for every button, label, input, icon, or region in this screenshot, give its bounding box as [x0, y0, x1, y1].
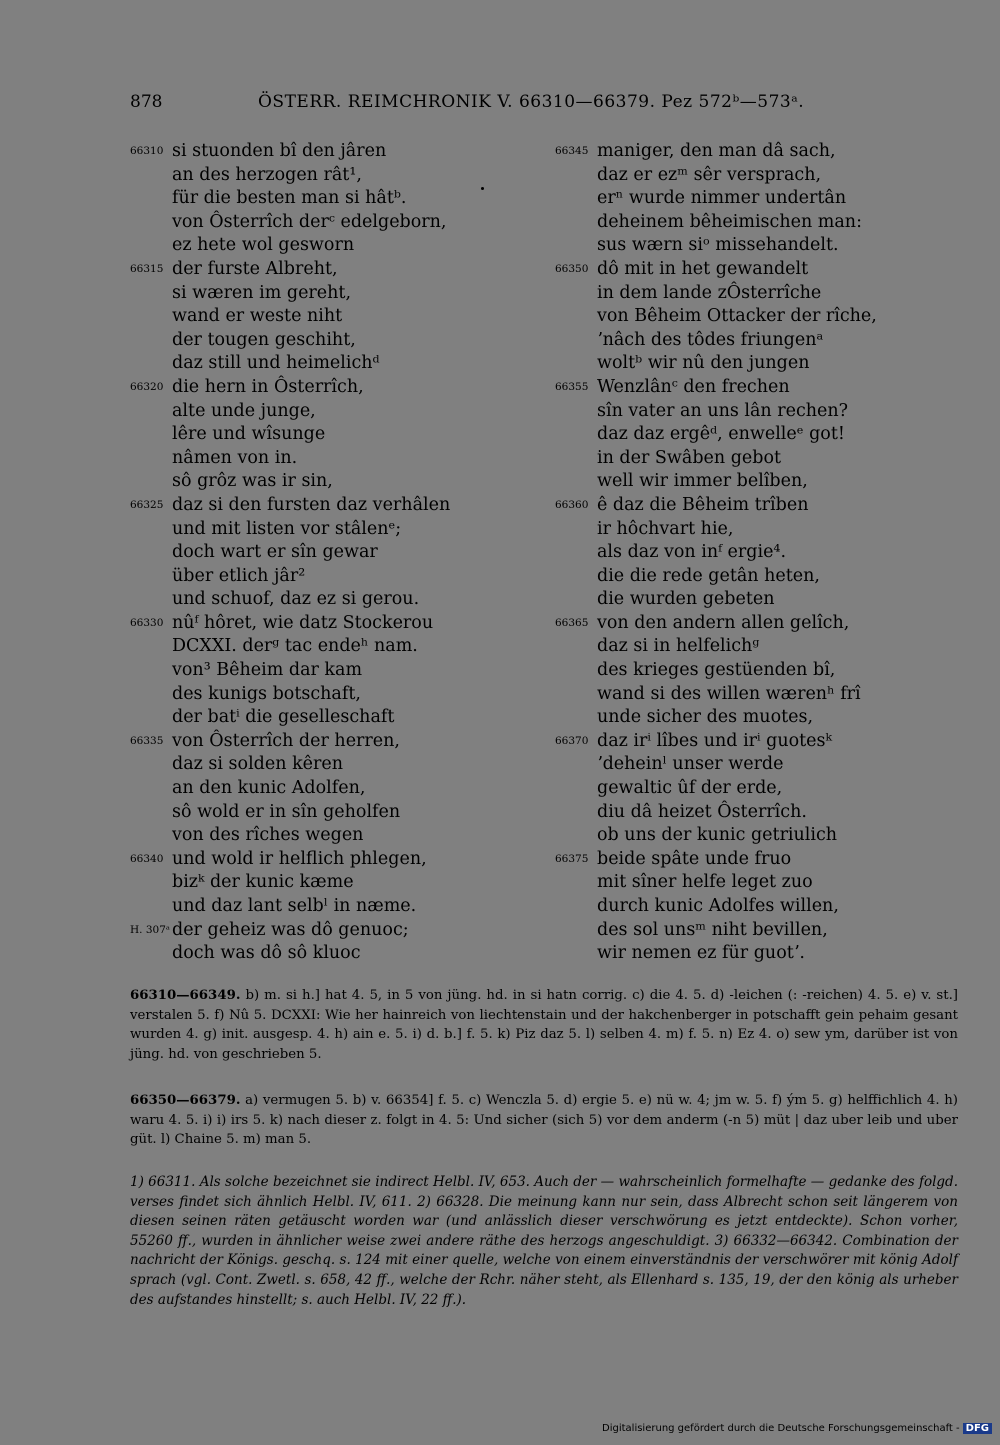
footnotes-text: 1) 66311. Als solche bezeichnet sie indirect Helbl. IV, 653. Auch der — wahrscheinlich formelhafte — gedanke des folgd. verses findet sich ähnlich Helbl. IV, 611. 2) 66328. Die meinung kann nur sein, dass Albrecht schon seit längerem von diesen seinen räten getäuscht worden war (und anlässlich dieser verschwörung es jetzt entdeckte). Schon vorher, 55260 ff., wurden in ähnlicher weise zwei andere räthe des herzogs angeschuldigt. 3) 66332—66342. Combination der nachricht der Königs. geschq. s. 124 mit einer quelle, welche von einem einverständnis der verschwörer mit könig Adolf sprach (vgl. Cont. Zwetl. s. 658, 42 ff., welche der Rchr. näher steht, als Ellenhard s. 135, 19, der den könig als urheber des aufstandes hinstellt; s. auch Helbl. IV, 22 ff.). — [130, 1174, 958, 1308]
verse-line — [555, 541, 975, 565]
verse-text: und mit listen vor stâlenᵉ; — [172, 518, 402, 539]
verse-line — [130, 305, 550, 329]
verse-text: des krieges gestüenden bî, — [597, 660, 836, 681]
verse-line — [130, 683, 550, 707]
verse-line — [555, 376, 975, 400]
verse-text: von Ôsterrîch der herren, — [172, 730, 400, 751]
verse-text: woltᵇ wir nû den jungen — [597, 353, 810, 374]
verse-line — [130, 329, 550, 353]
verse-line — [555, 258, 975, 282]
verse-text: die die rede getân heten, — [597, 565, 820, 586]
apparatus-range-label: 66350—66379. — [130, 1093, 241, 1108]
verse-text: lêre und wîsunge — [172, 424, 326, 445]
verse-line — [555, 919, 975, 943]
verse-line — [130, 588, 550, 612]
verse-text: unde sicher des muotes, — [597, 707, 814, 728]
dfg-logo: DFG — [963, 1423, 992, 1434]
verse-text: ez hete wol gesworn — [172, 235, 355, 256]
verse-line — [555, 352, 975, 376]
verse-line — [130, 612, 550, 636]
apparatus-text: a) vermugen 5. b) v. 66354] f. 5. c) Wenczla 5. d) ergie 5. e) nü w. 4; jm w. 5. f) ým 5. g) helffichlich 4. h) waru 4. 5. i) i) irs 5. k) nach dieser z. folgt in 4. 5: Und sicher (sich 5) vor dem anderm (-n 5) müt | daz uber leib und uber güt. l) Chaine 5. m) man 5. — [130, 1093, 958, 1147]
verse-line — [130, 187, 550, 211]
verse-line — [555, 282, 975, 306]
verse-text: ʼnâch des tôdes friungenᵃ — [597, 329, 824, 350]
verse-line — [555, 871, 975, 895]
verse-text: durch kunic Adolfes willen, — [597, 896, 839, 916]
credit-text: Digitalisierung gefördert durch die Deutsche Forschungsgemeinschaft - — [602, 1423, 960, 1434]
verse-text: wir nemen ez für guotʼ. — [597, 943, 805, 964]
verse-line — [555, 824, 975, 848]
verse-text: alte unde junge, — [172, 400, 316, 421]
verse-number: 66370 — [555, 734, 589, 747]
verse-text: daz er ezᵐ sêr versprach, — [597, 164, 822, 185]
funding-credit — [602, 1423, 992, 1434]
verse-line — [555, 706, 975, 730]
verse-text: der geheiz was dô genuoc; — [172, 919, 409, 940]
verse-number: 66325 — [130, 498, 164, 511]
verse-line — [555, 895, 975, 919]
verse-text: doch wart er sîn gewar — [172, 542, 378, 563]
verse-line — [555, 612, 975, 636]
verse-number: 66360 — [555, 498, 589, 511]
verse-text: DCXXI. derᵍ tac endeʰ nam. — [172, 636, 418, 657]
verse-line — [130, 565, 550, 589]
verse-text: die wurden gebeten — [597, 589, 775, 610]
verse-text: der batⁱ die geselleschaft — [172, 707, 395, 728]
apparatus-range-label: 66310—66349. — [130, 988, 241, 1003]
verse-line — [130, 376, 550, 400]
verse-line — [555, 494, 975, 518]
verse-text: daz still und heimelichᵈ — [172, 353, 380, 374]
verse-text: daz si den fursten daz verhâlen — [172, 494, 451, 515]
verse-line — [555, 447, 975, 471]
verse-line — [130, 801, 550, 825]
verse-text: der furste Albreht, — [172, 258, 338, 279]
verse-number: 66375 — [555, 852, 589, 865]
verse-text: an des herzogen rât¹, — [172, 164, 362, 185]
verse-text: nûᶠ hôret, wie datz Stockerou — [172, 612, 434, 633]
verse-line — [555, 329, 975, 353]
verse-line — [555, 305, 975, 329]
right-verse-column — [555, 140, 975, 966]
verse-text: daz daz ergêᵈ, enwelleᵉ got! — [597, 424, 845, 445]
verse-line — [555, 565, 975, 589]
verse-line — [555, 635, 975, 659]
verse-line — [130, 400, 550, 424]
verse-line — [555, 234, 975, 258]
verse-line — [130, 258, 550, 282]
verse-line — [555, 187, 975, 211]
verse-text: si wæren im gereht, — [172, 282, 352, 303]
page-number: 878 — [130, 92, 163, 112]
verse-line — [555, 164, 975, 188]
verse-line — [555, 588, 975, 612]
verse-line — [555, 848, 975, 872]
print-speck — [481, 187, 484, 190]
verse-line — [130, 942, 550, 966]
verse-line — [555, 753, 975, 777]
verse-line — [130, 518, 550, 542]
running-head: ÖSTERR. REIMCHRONIK V. 66310—66379. Pez 572ᵇ—573ᵃ. — [258, 92, 805, 112]
verse-text: mit sîner helfe leget zuo — [597, 872, 813, 893]
verse-text: und wold ir helflich phlegen, — [172, 848, 427, 869]
verse-line — [130, 282, 550, 306]
verse-number: 66350 — [555, 262, 589, 275]
verse-line — [130, 140, 550, 164]
verse-text: doch was dô sô kluoc — [172, 943, 361, 964]
verse-line — [555, 211, 975, 235]
verse-text: von³ Bêheim dar kam — [172, 660, 363, 681]
verse-text: daz irⁱ lîbes und irⁱ guotesᵏ — [597, 730, 832, 751]
verse-line — [130, 164, 550, 188]
verse-line — [130, 447, 550, 471]
verse-line — [130, 494, 550, 518]
verse-text: maniger, den man dâ sach, — [597, 141, 836, 161]
verse-text: in dem lande zÔsterrîche — [597, 282, 822, 303]
verse-line — [130, 824, 550, 848]
verse-number: 66345 — [555, 145, 589, 157]
apparatus-text: b) m. si h.] hat 4. 5, in 5 von jüng. hd. in si hatn corrig. c) die 4. 5. d) -leichen (: -reichen) 4. 5. e) v. st.] verstalen 5. f) Nû 5. DCXXI: Wie her hainreich von liechtenstain und der hakchenberger in potschafft gein pehaim gesant wurden 4. g) init. ausgesp. 4. h) ain e. 5. i) d. b.] f. 5. k) Piz daz 5. l) selben 4. m) f. 5. n) Ez 4. o) sew ym, darüber ist von jüng. hd. von geschrieben 5. — [130, 988, 958, 1062]
verse-line — [130, 470, 550, 494]
verse-line — [555, 400, 975, 424]
verse-text: an den kunic Adolfen, — [172, 778, 366, 799]
verse-text: der tougen geschiht, — [172, 329, 356, 350]
verse-text: ê daz die Bêheim trîben — [597, 494, 809, 515]
verse-text: wand er weste niht — [172, 306, 343, 327]
verse-line — [130, 423, 550, 447]
verse-text: ir hôchvart hie, — [597, 518, 734, 539]
verse-line — [130, 895, 550, 919]
verse-text: des sol unsᵐ niht bevillen, — [597, 919, 828, 940]
verse-line — [555, 942, 975, 966]
verse-number: 66330 — [130, 616, 164, 629]
verse-text: von Ôsterrîch derᶜ edelgeborn, — [172, 211, 447, 232]
verse-line — [130, 635, 550, 659]
verse-text: sus wærn siᵒ missehandelt. — [597, 235, 839, 256]
verse-text: dô mit in het gewandelt — [597, 258, 809, 279]
verse-number: H. 307ᵃ — [130, 923, 170, 936]
verse-text: Wenzlânᶜ den frechen — [597, 376, 790, 397]
page-header — [130, 92, 960, 120]
verse-number: 66365 — [555, 616, 589, 629]
verse-text: ʼdeheinˡ unser werde — [597, 754, 784, 775]
verse-line — [130, 753, 550, 777]
verse-text: als daz von inᶠ ergie⁴. — [597, 542, 787, 563]
verse-text: si stuonden bî den jâren — [172, 141, 387, 161]
verse-number: 66355 — [555, 380, 589, 393]
verse-line — [130, 871, 550, 895]
verse-text: wand si des willen wærenʰ frî — [597, 683, 861, 704]
footnotes — [130, 1173, 958, 1310]
verse-text: über etlich jâr² — [172, 565, 306, 586]
verse-line — [130, 352, 550, 376]
verse-line — [555, 423, 975, 447]
verse-line — [555, 470, 975, 494]
verse-number: 66310 — [130, 145, 164, 157]
verse-number: 66335 — [130, 734, 164, 747]
verse-text: sô wold er in sîn geholfen — [172, 801, 401, 822]
verse-text: für die besten man si hâtᵇ. — [172, 188, 407, 209]
left-verse-column — [130, 140, 550, 966]
verse-number: 66320 — [130, 380, 164, 393]
verse-text: daz si in helfelichᵍ — [597, 636, 760, 657]
verse-text: gewaltic ûf der erde, — [597, 778, 783, 799]
verse-text: von des rîches wegen — [172, 825, 364, 846]
verse-text: diu dâ heizet Ôsterrîch. — [597, 801, 807, 822]
verse-line — [555, 730, 975, 754]
verse-text: und schuof, daz ez si gerou. — [172, 589, 420, 610]
verse-text: nâmen von in. — [172, 447, 298, 468]
verse-line — [130, 659, 550, 683]
verse-line — [130, 777, 550, 801]
verse-text: in der Swâben gebot — [597, 447, 782, 468]
critical-apparatus-1 — [130, 986, 958, 1064]
verse-line — [555, 777, 975, 801]
verse-text: sîn vater an uns lân rechen? — [597, 400, 849, 421]
verse-line — [555, 801, 975, 825]
verse-text: die hern in Ôsterrîch, — [172, 376, 364, 397]
verse-text: deheinem bêheimischen man: — [597, 211, 862, 232]
verse-line — [130, 541, 550, 565]
verse-line — [130, 706, 550, 730]
verse-text: ob uns der kunic getriulich — [597, 825, 838, 846]
verse-number: 66340 — [130, 852, 164, 865]
verse-line — [555, 518, 975, 542]
verse-text: von Bêheim Ottacker der rîche, — [597, 306, 877, 327]
verse-line — [555, 140, 975, 164]
verse-line — [130, 919, 550, 943]
verse-line — [130, 848, 550, 872]
verse-text: erⁿ wurde nimmer undertân — [597, 188, 847, 209]
critical-apparatus-2 — [130, 1091, 958, 1150]
verse-text: daz si solden kêren — [172, 754, 344, 775]
verse-text: well wir immer belîben, — [597, 471, 808, 492]
verse-text: von den andern allen gelîch, — [597, 612, 850, 633]
verse-text: und daz lant selbˡ in næme. — [172, 896, 417, 916]
verse-text: des kunigs botschaft, — [172, 683, 361, 704]
verse-line — [555, 683, 975, 707]
verse-line — [130, 211, 550, 235]
verse-line — [555, 659, 975, 683]
verse-number: 66315 — [130, 262, 164, 275]
verse-text: sô grôz was ir sin, — [172, 471, 333, 492]
verse-text: bizᵏ der kunic kæme — [172, 872, 354, 893]
verse-text: beide spâte unde fruo — [597, 848, 792, 869]
verse-line — [130, 234, 550, 258]
verse-line — [130, 730, 550, 754]
